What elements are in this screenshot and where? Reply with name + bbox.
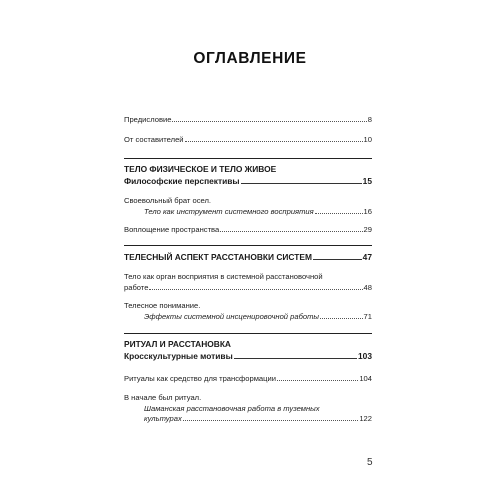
entry-title-continued: работе <box>124 282 149 292</box>
leader-dots <box>149 289 362 290</box>
leader-line <box>234 358 357 359</box>
section-title: ТЕЛО ФИЗИЧЕСКОЕ И ТЕЛО ЖИВОЕ <box>124 164 277 174</box>
toc-entry-embodiment-of-space[interactable] <box>124 225 372 236</box>
entry-title: Своевольный брат осел. <box>124 196 212 205</box>
entry-title: Тело как орган восприятия в системной расстановочной <box>124 272 323 281</box>
entry-title: Воплощение пространства <box>124 225 220 234</box>
leader-dots <box>172 121 366 122</box>
entry-title: Ритуалы как средство для трансформации <box>124 374 276 383</box>
leader-line <box>313 259 362 260</box>
entry-page: 48 <box>363 282 372 292</box>
section-subtitle: Кросскультурные мотивы <box>124 351 233 361</box>
entry-page: 104 <box>359 374 372 383</box>
section-title: ТЕЛЕСНЫЙ АСПЕКТ РАССТАНОВКИ СИСТЕМ <box>124 252 312 262</box>
entry-subtitle-continued: культурах <box>144 414 182 423</box>
entry-page: 16 <box>363 206 372 216</box>
toc-entry-in-the-beginning-ritual[interactable] <box>124 393 372 425</box>
entry-page: 8 <box>367 115 372 124</box>
entry-page: 10 <box>363 135 372 144</box>
entry-subtitle: Тело как инструмент системного восприятия <box>144 206 314 216</box>
toc-entry-body-as-organ[interactable] <box>124 272 372 293</box>
leader-dots <box>185 141 363 142</box>
entry-page: 29 <box>363 225 372 234</box>
entry-subtitle: Шаманская расстановочная работа в туземных <box>144 403 320 413</box>
leader-dots <box>277 380 358 381</box>
section-heading-1[interactable] <box>124 158 372 186</box>
section-page: 103 <box>358 351 372 361</box>
leader-dots <box>315 213 363 214</box>
entry-title: Телесное понимание. <box>124 301 201 310</box>
toc-entry-brother-donkey[interactable] <box>124 196 372 217</box>
section-page: 47 <box>362 252 372 262</box>
toc-entry-bodily-understanding[interactable] <box>124 301 372 322</box>
leader-line <box>241 183 362 184</box>
page-title: ОГЛАВЛЕНИЕ <box>193 50 307 67</box>
entry-page: 71 <box>363 311 372 321</box>
leader-dots <box>183 420 359 421</box>
section-title: РИТУАЛ И РАССТАНОВКА <box>124 339 231 349</box>
entry-title: Предисловие <box>124 115 172 124</box>
section-subtitle: Философские перспективы <box>124 176 240 186</box>
page-number: 5 <box>367 457 373 468</box>
entry-title: От составителей <box>124 135 184 144</box>
section-heading-2[interactable] <box>124 245 372 262</box>
toc-entry-preface[interactable] <box>124 115 372 126</box>
leader-dots <box>220 231 362 232</box>
leader-dots <box>320 318 363 319</box>
entry-page: 122 <box>359 414 372 423</box>
entry-subtitle: Эффекты системной инсценировочной работы <box>144 311 319 321</box>
section-page: 15 <box>362 176 372 186</box>
toc-entry-from-compilers[interactable] <box>124 135 372 146</box>
entry-title: В начале был ритуал. <box>124 393 202 402</box>
section-heading-3[interactable] <box>124 333 372 361</box>
toc-entry-rituals-transformation[interactable] <box>124 374 372 385</box>
